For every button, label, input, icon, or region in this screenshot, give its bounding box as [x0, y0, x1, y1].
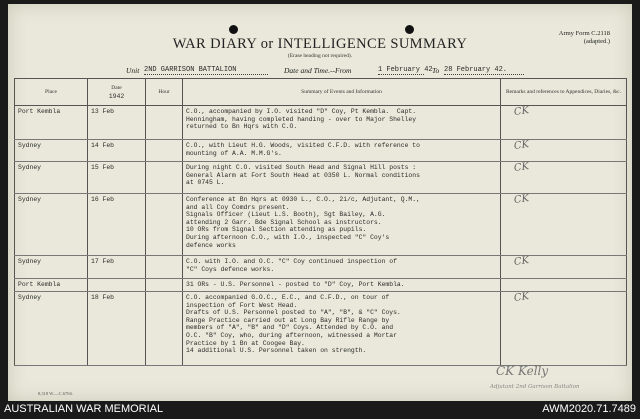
entry-date: 17 Feb: [88, 256, 146, 279]
entry-date: 13 Feb: [88, 106, 146, 140]
entry-hour: [146, 279, 183, 292]
summary-line: C.O. accompanied G.O.C., E.C., and C.F.D., on tour of: [186, 294, 390, 301]
initials-signature: CK: [513, 193, 530, 207]
summary-line: inspection of Fort West Head.: [186, 301, 298, 309]
entry-place: Sydney: [15, 292, 88, 366]
summary-line: at 0745 L.: [186, 179, 225, 187]
punch-hole: [229, 25, 238, 34]
entry-summary: [183, 162, 501, 194]
summary-line: During night C.O. visited South Head and Signal Hill posts :: [186, 164, 417, 171]
entry-summary: [183, 106, 501, 140]
entry-place: Sydney: [15, 256, 88, 279]
summary-line: Drafts of U.S. Personnel posted to "A", "B", & "C" Coys.: [186, 309, 401, 317]
erase-note: (Erase heading not required).: [287, 53, 353, 59]
army-form-number: [559, 30, 610, 46]
form-title: WAR DIARY or INTELLIGENCE SUMMARY: [172, 36, 468, 52]
entry-date: [88, 279, 146, 292]
entry-remarks: [501, 106, 627, 140]
summary-line: C.O., with Lieut H.G. Woods, visited C.F.D. with reference to: [186, 142, 420, 149]
unit-label: Unit: [126, 66, 140, 75]
summary-line: Henningham, having completed handing - over to Major Shelley: [186, 115, 417, 123]
initials-signature: CK: [513, 255, 530, 269]
hour-header: Hour: [146, 79, 183, 106]
table-header-row: [15, 79, 627, 106]
footer-institution: AUSTRALIAN WAR MEMORIAL: [4, 403, 164, 415]
entry-hour: [146, 256, 183, 279]
summary-line: 10 ORs from Signal Section attending as pupils.: [186, 226, 367, 234]
diary-row: [15, 106, 627, 140]
entry-hour: [146, 106, 183, 140]
adapted-label: (adapted.): [583, 38, 610, 45]
diary-table: [14, 78, 627, 366]
initials-signature: CK: [513, 291, 530, 305]
summary-line: During afternoon C.O., with I.O., inspected "C" Coy's: [186, 233, 390, 241]
entry-summary: [183, 140, 501, 162]
summary-line: O.C. "B" Coy, who, during afternoon, witnessed a Mortar: [186, 331, 397, 339]
date-header: [88, 79, 146, 106]
army-form-label: Army Form C.2118: [558, 30, 610, 37]
entry-remarks: [501, 140, 627, 162]
place-header: Place: [15, 79, 88, 106]
summary-line: Conference at Bn Hqrs at 0930 L., C.O., 2i/c, Adjutant, Q.M.,: [186, 196, 420, 203]
entry-hour: [146, 140, 183, 162]
diary-row: [15, 292, 627, 366]
entry-hour: [146, 162, 183, 194]
entry-summary: [183, 194, 501, 256]
diary-body: [15, 106, 627, 366]
summary-line: members of "A", "B" and "D" Coys. Attended by C.O. and: [186, 324, 394, 332]
entry-summary: [183, 279, 501, 292]
date-header-label: Date: [111, 84, 122, 91]
year-label: 1942: [108, 92, 125, 100]
entry-date: 16 Feb: [88, 194, 146, 256]
initials-signature: CK: [513, 139, 530, 153]
entry-place: Sydney: [15, 140, 88, 162]
to-date: 28 February 42.: [444, 66, 524, 75]
punch-hole: [405, 25, 414, 34]
summary-line: Range Practice carried out at Long Bay Rifle Range by: [186, 316, 390, 324]
entry-summary: [183, 256, 501, 279]
diary-row: [15, 194, 627, 256]
summary-header: Summary of Events and Information: [183, 79, 501, 106]
summary-line: 31 ORs - U.S. Personnel - posted to "D" Coy, Port Kembla.: [186, 281, 405, 288]
diary-row: [15, 256, 627, 279]
diary-row: [15, 279, 627, 292]
summary-line: General Alarm at Fort South Head at 0350 L. Normal conditions: [186, 171, 420, 179]
summary-line: C.O., accompanied by I.O. visited "D" Coy, Pt Kembla. Capt.: [186, 108, 417, 115]
entry-remarks: [501, 194, 627, 256]
from-date: 1 February 42: [378, 66, 433, 74]
entry-place: Sydney: [15, 162, 88, 194]
entry-remarks: [501, 279, 627, 292]
print-code: 8,318 W.—C.6704.: [38, 391, 73, 396]
remarks-header: Remarks and references to Appendices, Diaries, &c.: [501, 79, 627, 106]
unit-value: 2ND GARRISON BATTALION: [144, 66, 268, 75]
summary-line: C.O. with I.O. and O.C. "C" Coy continued inspection of: [186, 258, 397, 265]
entry-date: 15 Feb: [88, 162, 146, 194]
entry-remarks: [501, 162, 627, 194]
signature-caption: Adjutant 2nd Garrison Battalion: [490, 384, 580, 390]
summary-line: "C" Coys defence works.: [186, 265, 275, 273]
entry-summary: [183, 292, 501, 366]
initials-signature: CK: [513, 105, 530, 119]
entry-place: Sydney: [15, 194, 88, 256]
war-diary-sheet: [8, 4, 632, 401]
summary-line: mounting of A.A. M.M.G's.: [186, 149, 282, 157]
diary-row: [15, 162, 627, 194]
summary-line: and all Coy Comdrs present.: [186, 203, 290, 211]
summary-line: defence works: [186, 241, 236, 249]
summary-line: attending 2 Garr. Bde Signal School as instructors.: [186, 218, 382, 226]
entry-remarks: [501, 292, 627, 366]
entry-remarks: [501, 256, 627, 279]
summary-line: 14 additional U.S. Personnel taken on strength.: [186, 347, 367, 355]
entry-place: Port Kembla: [15, 106, 88, 140]
to-label: To: [432, 66, 440, 75]
entry-date: 14 Feb: [88, 140, 146, 162]
entry-date: 18 Feb: [88, 292, 146, 366]
initials-signature: CK: [513, 161, 530, 175]
summary-line: returned to Bn Hqrs with C.O.: [186, 123, 298, 131]
summary-line: Signals Officer (Lieut L.S. Booth), Sgt Bailey, A.G.: [186, 211, 386, 219]
entry-hour: [146, 194, 183, 256]
datetime-label: Date and Time.--From: [284, 66, 352, 75]
adjutant-signature: CK Kelly: [496, 364, 549, 378]
summary-line: Practice by 1 Bn at Coogee Bay.: [186, 339, 305, 347]
diary-row: [15, 140, 627, 162]
entry-hour: [146, 292, 183, 366]
footer-accession-number: AWM2020.71.7489: [542, 403, 636, 415]
entry-place: Port Kembla: [15, 279, 88, 292]
